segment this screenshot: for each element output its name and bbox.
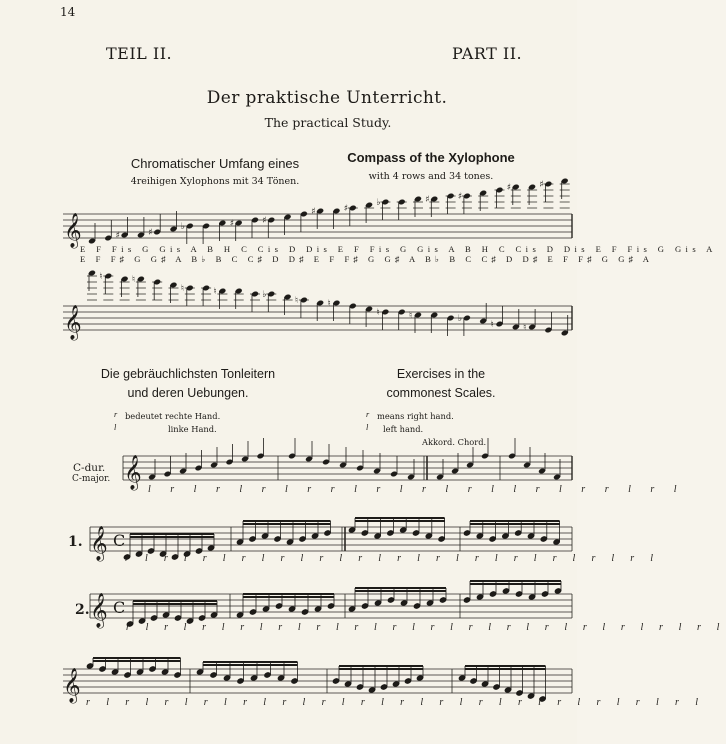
notehead <box>404 678 411 684</box>
notehead <box>111 669 118 675</box>
notehead <box>332 678 339 684</box>
accidental: ♯ <box>115 231 120 241</box>
accidental: ♮ <box>409 311 413 321</box>
accidental: ♮ <box>376 308 380 318</box>
notehead <box>504 687 511 693</box>
accidental: ♯ <box>229 219 235 229</box>
notehead <box>392 681 399 687</box>
legend-en-l-symbol: l <box>366 423 369 432</box>
chord-label: Akkord. Chord. <box>422 437 487 447</box>
notehead <box>380 684 387 690</box>
legend-en-r: means right hand. <box>377 411 454 421</box>
notehead <box>86 663 93 669</box>
accidental: ♯ <box>506 183 512 193</box>
accidental: ♯ <box>343 204 349 214</box>
accidental: ♯ <box>262 216 267 226</box>
page-title-de: Der praktische Unterricht. <box>206 88 448 108</box>
notehead <box>291 678 298 684</box>
scales-heading-de-2: und deren Uebungen. <box>127 386 249 400</box>
accidental: ♮ <box>327 299 331 309</box>
exercise-2-sticking: r l r l r l r l r l r l r l r l r l r l r l r l r l r l r l r l <box>126 622 726 633</box>
notehead <box>136 669 143 675</box>
svg-text:𝄞: 𝄞 <box>90 526 108 561</box>
notehead <box>99 666 106 672</box>
compass-sub-de: 4reihigen Xylophons mit 34 Tönen. <box>130 176 300 187</box>
notehead <box>458 675 465 681</box>
svg-text:𝄞: 𝄞 <box>63 668 81 703</box>
compass-note-names-de: E F Fis G Gis A B H C Cis D Dis E F Fis G Gis A B H C Cis D Dis E F Fis G Gis A <box>80 244 717 254</box>
notehead <box>356 684 363 690</box>
svg-text:C: C <box>113 598 126 617</box>
accidental: ♮ <box>490 320 494 330</box>
notehead <box>277 675 284 681</box>
svg-text:𝄞: 𝄞 <box>90 593 108 628</box>
exercise-1-label: 1. <box>68 534 83 550</box>
svg-text:𝄞: 𝄞 <box>64 305 82 340</box>
accidental: ♯ <box>425 195 430 205</box>
notehead <box>493 684 500 690</box>
svg-text:𝄞: 𝄞 <box>124 455 142 490</box>
key-label-en: C-major. <box>72 474 111 484</box>
exercise-2-label: 2. <box>75 602 90 618</box>
legend-en-r-symbol: r <box>366 410 370 419</box>
key-label-de: C-dur. <box>73 462 106 474</box>
notehead <box>161 669 168 675</box>
notehead <box>210 672 217 678</box>
compass-sub-en: with 4 rows and 34 tones. <box>368 171 494 182</box>
accidental: ♮ <box>180 284 185 294</box>
scales-heading-de-1: Die gebräuchlichsten Tonleitern <box>100 367 276 381</box>
notehead <box>196 669 203 675</box>
svg-text:𝄞: 𝄞 <box>64 213 82 248</box>
legend-de-r-symbol: r <box>114 410 118 419</box>
notehead <box>237 678 244 684</box>
compass-heading-en: Compass of the Xylophone <box>347 150 515 165</box>
svg-text:C: C <box>113 531 126 550</box>
notehead <box>124 672 131 678</box>
exercise-2b-sticking: r l r l r l r l r l r l r l r l r l r l r l r l r l r l r l r l <box>86 697 705 708</box>
accidental: ♭ <box>457 314 463 324</box>
accidental: ♭ <box>262 290 267 300</box>
cmajor-sticking: l r l r l r l r r l r l r l r l l r l r r l r l <box>148 484 686 495</box>
notehead <box>250 675 257 681</box>
notehead <box>223 675 230 681</box>
notehead <box>344 681 351 687</box>
part-heading-en: PART II. <box>452 44 523 63</box>
legend-de-l-symbol: l <box>114 423 117 432</box>
accidental: ♮ <box>213 287 217 297</box>
notehead <box>368 687 375 693</box>
page-title-en: The practical Study. <box>264 115 392 130</box>
scales-heading-en-1: Exercises in the <box>396 367 486 381</box>
notehead <box>470 678 477 684</box>
accidental: ♯ <box>148 228 153 238</box>
accidental: ♯ <box>311 207 316 217</box>
notehead <box>481 681 488 687</box>
accidental: ♭ <box>376 198 381 208</box>
legend-de-l: linke Hand. <box>168 424 217 434</box>
exercise-1-sticking: r l r l r l r l r l r l r l r l r l r l r l r l r l r l <box>125 553 660 564</box>
compass-note-names-en: E F F♯ G G♯ A B♭ B C C♯ D D♯ E F F♯ G G♯ A B♭ B C C♯ D D♯ E F F♯ G G♯ A <box>80 254 654 264</box>
page-number: 14 <box>60 5 76 19</box>
legend-de-r: bedeutet rechte Hand. <box>125 411 221 421</box>
accidental: ♭ <box>180 222 186 232</box>
notehead <box>149 666 156 672</box>
notehead <box>416 675 423 681</box>
accidental: ♮ <box>131 275 136 285</box>
notehead <box>516 690 523 696</box>
accidental: ♮ <box>523 323 527 333</box>
accidental: ♮ <box>99 272 103 282</box>
accidental: ♯ <box>457 192 463 202</box>
part-heading-de: TEIL II. <box>106 44 173 63</box>
accidental: ♮ <box>294 296 299 306</box>
scales-heading-en-2: commonest Scales. <box>386 386 496 400</box>
accidental: ♯ <box>539 180 544 190</box>
compass-heading-de: Chromatischer Umfang eines <box>130 156 300 171</box>
notehead <box>264 672 271 678</box>
notehead <box>174 672 181 678</box>
legend-en-l: left hand. <box>383 424 424 434</box>
